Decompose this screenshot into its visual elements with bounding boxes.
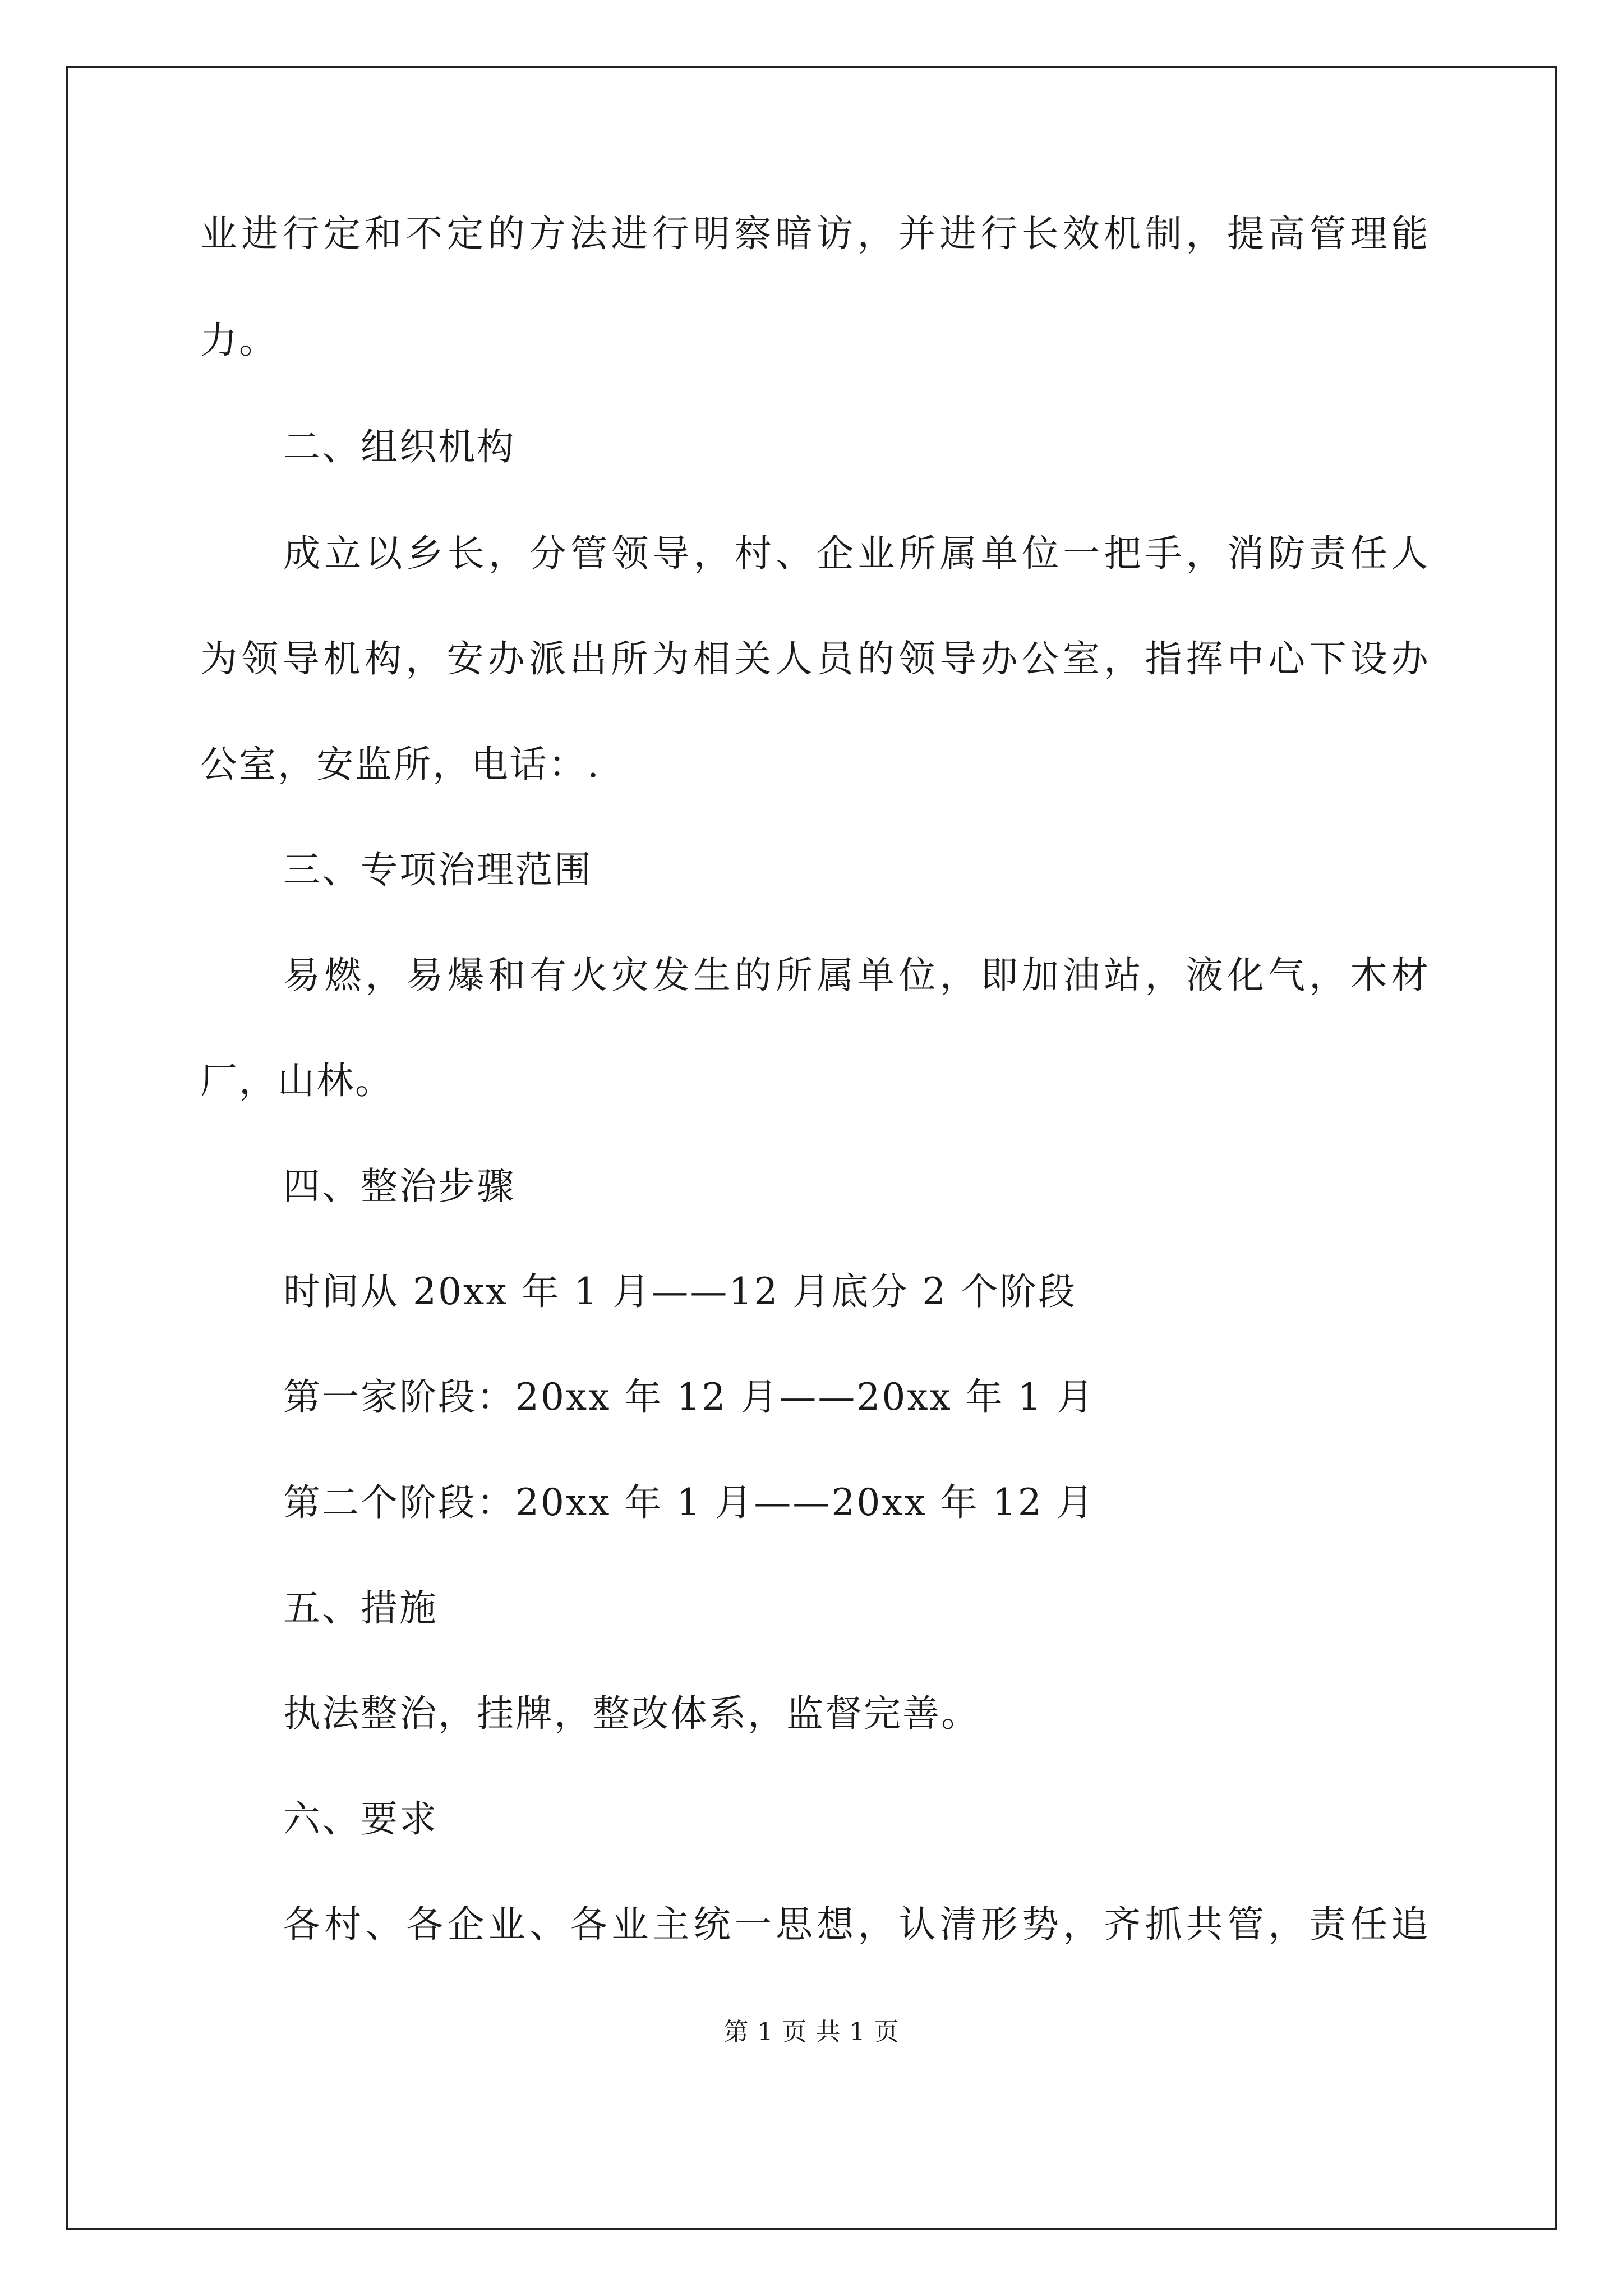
glyph: 出 — [570, 637, 607, 680]
glyph: 共 — [1186, 1903, 1223, 1946]
glyph: 齐 — [1104, 1903, 1141, 1946]
glyph: 的 — [734, 954, 772, 997]
glyph: 认 — [898, 1903, 936, 1946]
glyph: 领 — [611, 532, 649, 575]
glyph: 分 — [529, 532, 567, 575]
glyph: 气 — [1268, 954, 1306, 997]
glyph: 单 — [980, 532, 1018, 575]
glyph: 灾 — [611, 954, 649, 997]
glyph: 、 — [776, 532, 813, 575]
glyph: 心 — [1268, 637, 1306, 680]
glyph: 业 — [857, 532, 895, 575]
section-heading: 五、措施 — [283, 1586, 438, 1630]
glyph: 方 — [528, 212, 566, 255]
glyph: ， — [693, 532, 731, 575]
glyph: 定 — [323, 212, 361, 255]
glyph: 领 — [898, 637, 935, 680]
glyph: ， — [939, 954, 977, 997]
glyph: 把 — [1104, 532, 1141, 575]
glyph: 想 — [817, 1903, 854, 1946]
glyph: 和 — [488, 954, 525, 997]
glyph: 提 — [1227, 212, 1264, 255]
glyph: 办 — [487, 637, 525, 680]
glyph: 能 — [1391, 212, 1428, 255]
glyph: 各 — [570, 1903, 608, 1946]
paragraph-line — [200, 209, 1428, 259]
glyph: 长 — [447, 532, 485, 575]
glyph: 中 — [1227, 637, 1264, 680]
glyph: 成 — [283, 532, 320, 575]
glyph: 关 — [734, 637, 772, 680]
paragraph-line: 公室，安监所，电话：. — [200, 743, 601, 786]
glyph: 油 — [1063, 954, 1100, 997]
glyph: 属 — [939, 532, 977, 575]
paragraph-line: 执法整治，挂牌，整改体系，监督完善。 — [283, 1692, 980, 1735]
glyph: 各 — [283, 1903, 320, 1946]
paragraph-line — [200, 950, 1428, 1001]
glyph: 下 — [1309, 637, 1347, 680]
glyph: 爆 — [447, 954, 485, 997]
glyph: 导 — [282, 637, 320, 680]
glyph: ， — [365, 954, 403, 997]
glyph: 制 — [1145, 212, 1182, 255]
paragraph-line: 第二个阶段：20xx 年 1 月——20xx 年 12 月 — [283, 1481, 1095, 1524]
glyph: 责 — [1309, 532, 1347, 575]
glyph: 机 — [1104, 212, 1141, 255]
glyph: 有 — [529, 954, 567, 997]
glyph: 管 — [1227, 1903, 1264, 1946]
glyph: 导 — [652, 532, 690, 575]
paragraph-line: 第一家阶段：20xx 年 12 月——20xx 年 1 月 — [283, 1375, 1095, 1419]
glyph: 加 — [1022, 954, 1059, 997]
glyph: 、 — [529, 1903, 567, 1946]
glyph: 行 — [282, 212, 320, 255]
glyph: 办 — [1391, 637, 1428, 680]
glyph: 思 — [776, 1903, 813, 1946]
section-heading: 二、组织机构 — [283, 425, 515, 468]
glyph: 责 — [1309, 1903, 1347, 1946]
glyph: 管 — [1309, 212, 1347, 255]
glyph: ， — [1309, 954, 1347, 997]
glyph: 企 — [817, 532, 854, 575]
glyph: 为 — [200, 637, 237, 680]
glyph: 主 — [652, 1903, 690, 1946]
glyph: 村 — [734, 532, 772, 575]
section-heading: 四、整治步骤 — [283, 1165, 515, 1208]
glyph: 所 — [898, 532, 936, 575]
glyph: 的 — [487, 212, 525, 255]
glyph: 消 — [1227, 532, 1264, 575]
glyph: 发 — [652, 954, 690, 997]
glyph: 访 — [816, 212, 854, 255]
glyph: 追 — [1391, 1903, 1428, 1946]
glyph: 液 — [1186, 954, 1223, 997]
glyph: 位 — [898, 954, 936, 997]
paragraph-line — [200, 1899, 1428, 1950]
glyph: ， — [1104, 637, 1141, 680]
glyph: 察 — [734, 212, 772, 255]
glyph: 位 — [1022, 532, 1059, 575]
glyph: 属 — [817, 954, 854, 997]
paragraph-line: 力。 — [200, 319, 278, 362]
glyph: 办 — [980, 637, 1018, 680]
glyph: 一 — [734, 1903, 772, 1946]
glyph: 机 — [323, 637, 361, 680]
glyph: 任 — [1350, 532, 1387, 575]
glyph: 不 — [405, 212, 443, 255]
glyph: 化 — [1227, 954, 1264, 997]
glyph: 设 — [1350, 637, 1387, 680]
section-heading: 六、要求 — [283, 1797, 438, 1841]
glyph: 所 — [776, 954, 813, 997]
glyph: 、 — [365, 1903, 403, 1946]
paragraph-line — [200, 528, 1428, 579]
glyph: ， — [405, 637, 443, 680]
glyph: ， — [1063, 1903, 1100, 1946]
glyph: 即 — [980, 954, 1018, 997]
glyph: 指 — [1145, 637, 1182, 680]
glyph: 以 — [365, 532, 403, 575]
page-footer: 第 1 页 共 1 页 — [723, 2018, 900, 2046]
glyph: 挥 — [1186, 637, 1223, 680]
glyph: 派 — [528, 637, 566, 680]
paragraph-line: 时间从 20xx 年 1 月——12 月底分 2 个阶段 — [283, 1270, 1077, 1313]
glyph: 进 — [611, 212, 648, 255]
glyph: 为 — [652, 637, 689, 680]
glyph: 势 — [1022, 1903, 1059, 1946]
glyph: 人 — [775, 637, 813, 680]
glyph: 材 — [1391, 954, 1428, 997]
glyph: 乡 — [406, 532, 444, 575]
glyph: 易 — [283, 954, 320, 997]
glyph: 安 — [446, 637, 484, 680]
glyph: 企 — [447, 1903, 485, 1946]
glyph: 理 — [1350, 212, 1387, 255]
glyph: 村 — [324, 1903, 362, 1946]
glyph: 领 — [241, 637, 279, 680]
glyph: 定 — [446, 212, 484, 255]
glyph: 进 — [241, 212, 279, 255]
glyph: ， — [488, 532, 525, 575]
glyph: 立 — [324, 532, 362, 575]
glyph: 公 — [1021, 637, 1059, 680]
glyph: 管 — [570, 532, 608, 575]
glyph: ， — [1186, 212, 1223, 255]
glyph: 所 — [611, 637, 648, 680]
glyph: ， — [1186, 532, 1223, 575]
paragraph-line: 厂，山林。 — [200, 1059, 394, 1102]
glyph: 明 — [693, 212, 730, 255]
glyph: 人 — [1391, 532, 1428, 575]
glyph: 室 — [1062, 637, 1100, 680]
glyph: 暗 — [775, 212, 813, 255]
glyph: 高 — [1268, 212, 1306, 255]
glyph: 各 — [406, 1903, 444, 1946]
glyph: 行 — [980, 212, 1018, 255]
glyph: 手 — [1145, 532, 1182, 575]
glyph: 任 — [1350, 1903, 1387, 1946]
glyph: 进 — [939, 212, 977, 255]
glyph: 相 — [693, 637, 730, 680]
glyph: 和 — [364, 212, 402, 255]
glyph: 员 — [816, 637, 854, 680]
glyph: ， — [857, 1903, 895, 1946]
glyph: 清 — [939, 1903, 977, 1946]
section-heading: 三、专项治理范围 — [283, 848, 593, 891]
glyph: 行 — [652, 212, 689, 255]
glyph: 业 — [200, 212, 237, 255]
glyph: 易 — [406, 954, 444, 997]
glyph: 并 — [898, 212, 935, 255]
glyph: ， — [1145, 954, 1182, 997]
glyph: 火 — [570, 954, 608, 997]
glyph: 业 — [488, 1903, 525, 1946]
glyph: 效 — [1062, 212, 1100, 255]
paragraph-line — [200, 634, 1428, 684]
glyph: 单 — [857, 954, 895, 997]
glyph: 防 — [1268, 532, 1306, 575]
glyph: 站 — [1104, 954, 1141, 997]
glyph: 生 — [693, 954, 731, 997]
glyph: 构 — [364, 637, 402, 680]
glyph: 形 — [980, 1903, 1018, 1946]
document-body — [200, 209, 1428, 1950]
glyph: 木 — [1350, 954, 1387, 997]
glyph: 法 — [570, 212, 607, 255]
glyph: 抓 — [1145, 1903, 1182, 1946]
glyph: 一 — [1063, 532, 1100, 575]
glyph: 燃 — [324, 954, 362, 997]
glyph: 统 — [693, 1903, 731, 1946]
glyph: 长 — [1021, 212, 1059, 255]
glyph: ， — [857, 212, 895, 255]
glyph: 业 — [611, 1903, 649, 1946]
glyph: 导 — [939, 637, 977, 680]
glyph: ， — [1268, 1903, 1306, 1946]
glyph: 的 — [857, 637, 895, 680]
